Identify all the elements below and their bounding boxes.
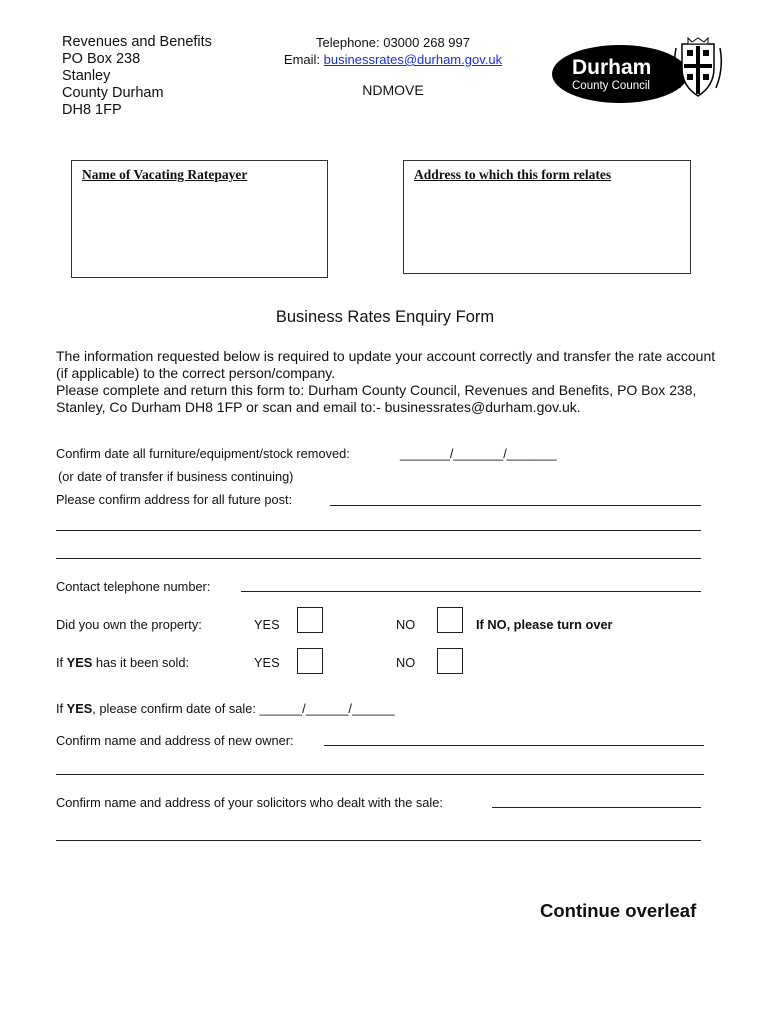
- sold-yes-label: YES: [254, 655, 280, 670]
- turn-over-note: If NO, please turn over: [476, 617, 613, 632]
- sale-date-yes-emphasis: YES: [66, 701, 93, 716]
- own-property-label: Did you own the property:: [56, 617, 202, 632]
- page-title: Business Rates Enquiry Form: [275, 308, 495, 326]
- sold-prefix: If: [56, 655, 67, 670]
- vacating-ratepayer-title: Name of Vacating Ratepayer: [82, 167, 248, 182]
- new-owner-line[interactable]: [56, 774, 704, 775]
- solicitors-line[interactable]: [56, 840, 701, 841]
- email-line: [258, 51, 528, 68]
- new-owner-line[interactable]: [324, 745, 704, 746]
- sale-date-suffix: , please confirm date of sale: ______/______/______: [92, 701, 395, 716]
- return-instructions: Please complete and return this form to: Durham County Council, Revenues and Benefits, PO Box 238, Stanley, Co Durham DH8 1FP or scan and email to:- businessrates@durham.gov.uk.: [56, 382, 697, 415]
- sale-date-prefix: If: [56, 701, 67, 716]
- crest-icon: [675, 38, 722, 96]
- address-line: Revenues and Benefits: [62, 34, 212, 50]
- future-post-line[interactable]: [330, 505, 701, 506]
- solicitors-line[interactable]: [492, 807, 701, 808]
- address-line: Stanley: [62, 68, 111, 84]
- intro-text: [56, 348, 724, 416]
- telephone-line[interactable]: [241, 591, 701, 592]
- future-post-line[interactable]: [56, 530, 701, 531]
- email-link[interactable]: businessrates@durham.gov.uk: [323, 52, 503, 67]
- logo-sub-text: County Council: [572, 80, 650, 92]
- continue-overleaf: Continue overleaf: [540, 900, 697, 921]
- date-removed-field[interactable]: _______/_______/_______: [400, 446, 557, 461]
- address-line: County Durham: [62, 85, 164, 101]
- solicitors-label: Confirm name and address of your solicitors who dealt with the sale:: [56, 795, 443, 810]
- sale-date-label[interactable]: [56, 701, 395, 716]
- sold-yes-emphasis: YES: [66, 655, 93, 670]
- own-no-checkbox[interactable]: [437, 607, 463, 633]
- date-removed-label: Confirm date all furniture/equipment/stock removed:: [56, 446, 350, 461]
- sold-suffix: has it been sold:: [92, 655, 190, 670]
- sender-address: [62, 34, 212, 119]
- property-address-title: Address to which this form relates: [414, 167, 612, 182]
- property-address-box[interactable]: [403, 160, 691, 274]
- form-reference: NDMOVE: [362, 82, 424, 98]
- logo-main-text: Durham: [572, 56, 652, 79]
- email-label: Email:: [283, 52, 324, 67]
- address-line: DH8 1FP: [62, 102, 122, 118]
- sold-label: [56, 655, 189, 670]
- sold-no-label: NO: [396, 655, 416, 670]
- contact-details: [258, 34, 528, 68]
- intro-paragraph: The information requested below is required to update your account correctly and transfer the rate account (if applicable) to the correct person/company.: [56, 348, 716, 381]
- durham-county-council-logo: [552, 36, 724, 104]
- new-owner-label: Confirm name and address of new owner:: [56, 733, 294, 748]
- future-post-line[interactable]: [56, 558, 701, 559]
- telephone-label: Contact telephone number:: [56, 579, 211, 594]
- own-yes-checkbox[interactable]: [297, 607, 323, 633]
- own-yes-label: YES: [254, 617, 280, 632]
- date-transfer-note: (or date of transfer if business continuing): [58, 469, 294, 484]
- future-post-label: Please confirm address for all future post:: [56, 492, 293, 507]
- own-no-label: NO: [396, 617, 416, 632]
- address-line: PO Box 238: [62, 51, 141, 67]
- vacating-ratepayer-box[interactable]: [71, 160, 328, 278]
- sold-no-checkbox[interactable]: [437, 648, 463, 674]
- telephone: Telephone: 03000 268 997: [316, 35, 470, 50]
- sold-yes-checkbox[interactable]: [297, 648, 323, 674]
